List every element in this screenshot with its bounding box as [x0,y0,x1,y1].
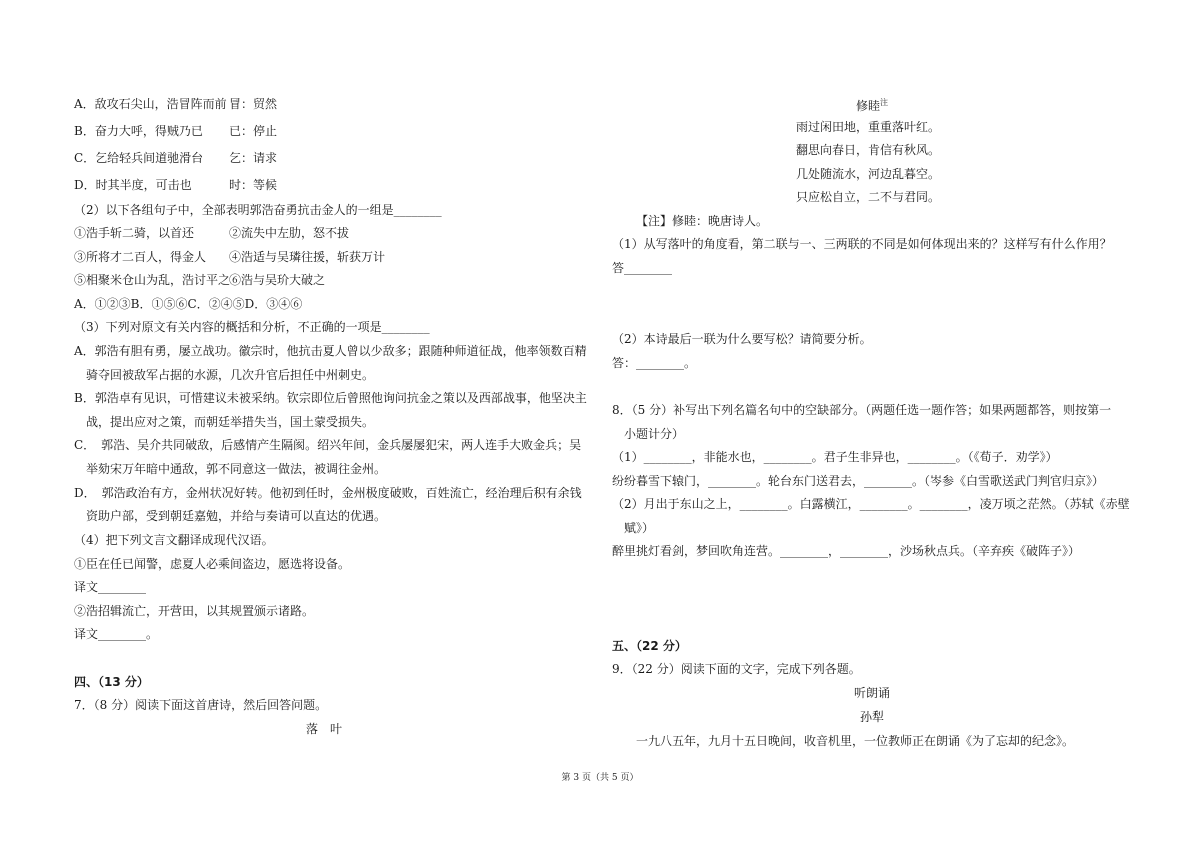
q7-2-answer: 答：________。 [612,356,697,370]
q6-option-c: C．乞给轻兵间道驰滑台 乞：请求 [74,151,278,165]
q4-stem: （4）把下列文言文翻译成现代汉语。 [74,533,274,547]
q8-item-2-line2: 赋》） [624,521,655,535]
q7-stem: 7．（8 分）阅读下面这首唐诗，然后回答问题。 [74,698,328,712]
q3-option-d-line2: 资助户部，受到朝廷嘉勉，并给与奏请可以直达的优遇。 [86,509,387,523]
q4-sentence-2: ②浩招辑流亡，开营田，以其规置颁示诸路。 [74,604,315,618]
article-author: 孙犁 [859,710,884,724]
q3-option-d-line1: D． 郭浩政治有方，金州状况好转。他初到任时，金州极度破败，百姓流亡，经治理后积有余钱 [74,486,582,500]
poem-note: 【注】修睦：晚唐诗人。 [636,214,769,228]
poem-line-3: 几处随流水，河边乱暮空。 [796,167,941,181]
page-footer: 第 3 页（共 5 页） [561,773,639,783]
section-4-heading: 四、（13 分） [74,675,149,689]
q9-stem: 9．（22 分）阅读下面的文字，完成下列各题。 [612,662,861,676]
q3-option-a-line2: 骑夺回被敌军占据的水源，几次升官后担任中州刺史。 [86,368,375,382]
q2-items-row1: ①浩手斩二骑，以首还 ②流失中左肋，怒不拔 [74,226,350,240]
poem-title: 落 叶 [305,722,342,736]
q6-option-b: B．奋力大呼，得贼乃已 已：停止 [74,124,278,138]
q4-translation-1: 译文________ [74,580,147,594]
poem-line-4: 只应松自立，二不与君同。 [796,190,941,204]
q3-option-c-line1: C． 郭浩、吴介共同破敌，后感情产生隔阂。绍兴年间，金兵屡屡犯宋，两人连手大败金兵；吴 [74,438,582,452]
q6-option-d: D．时其半度，可击也 时：等候 [74,178,278,192]
q2-stem: （2）以下各组句子中，全部表明郭浩奋勇抗击金人的一组是________ [74,203,442,217]
q8-stem-line2: 小题计分） [624,427,685,441]
q3-stem: （3）下列对原文有关内容的概括和分析，不正确的一项是________ [74,320,430,334]
q7-1-answer: 答________ [612,261,673,275]
q4-translation-2: 译文________。 [74,627,159,641]
q8-item-1b: 纷纷暮雪下辕门，________。轮台东门送君去，________。（岑参《白雪歌送武门判官归京》） [612,474,1105,488]
q7-1-stem: （1）从写落叶的角度看，第二联与一、三两联的不同是如何体现出来的？这样写有什么作用？ [612,237,1112,251]
q6-option-a: A．敌攻石尖山，浩冒阵而前 冒：贸然 [74,97,278,111]
q3-option-b-line1: B．郭浩卓有见识，可惜建议未被采纳。钦宗即位后曾照他询问抗金之策以及西部战事，他坚决主 [74,391,587,405]
q3-option-b-line2: 战，提出应对之策，而朝廷举措失当，国土蒙受损失。 [86,415,375,429]
q2-items-row3: ⑤相聚米仓山为乱，浩讨平之⑥浩与吴玠大破之 [74,273,326,287]
article-paragraph-1: 一九八五年，九月十五日晚间，收音机里，一位教师正在朗诵《为了忘却的纪念》。 [636,734,1075,748]
q7-2-stem: （2）本诗最后一联为什么要写松？请简要分析。 [612,332,872,346]
q2-options: A．①②③B．①⑤⑥C．②④⑤D．③④⑥ [74,297,303,311]
q8-stem-line1: 8．（5 分）补写出下列名篇名句中的空缺部分。（两题任选一题作答；如果两题都答，则按第一 [612,403,1112,417]
q3-option-a-line1: A．郭浩有胆有勇，屡立战功。徽宗时，他抗击夏人曾以少敌多；跟随种师道征战，他率领数百精 [74,344,587,358]
q8-item-1: （1）________，非能水也，________。君子生非异也，________。（《荀子．劝学》） [612,450,1058,464]
q4-sentence-1: ①臣在任已闻警，虑夏人必乘间盗边，愿选将设备。 [74,557,351,571]
q8-item-2-line1: （2）月出于东山之上，________。白露横江，________。________，凌万顷之茫然。（苏轼《赤壁 [612,497,1130,511]
footnote-marker: 注 [880,98,888,107]
q3-option-c-line2: 举劾宋万年暗中通敌，郭不同意这一做法，被调往金州。 [86,462,387,476]
poem-line-1: 雨过闲田地，重重落叶红。 [796,120,941,134]
q8-item-2b: 醉里挑灯看剑，梦回吹角连营。________，________，沙场秋点兵。（辛弃疾《破阵子》） [612,544,1081,558]
article-title: 听朗诵 [853,686,890,700]
section-5-heading: 五、（22 分） [612,639,687,653]
poem-author: 修睦$^注$ [855,98,888,113]
q2-items-row2: ③所将才二百人，得金人 ④浩适与吴璘往援，斩获万计 [74,250,386,264]
poem-line-2: 翻思向春日，肯信有秋风。 [796,143,941,157]
